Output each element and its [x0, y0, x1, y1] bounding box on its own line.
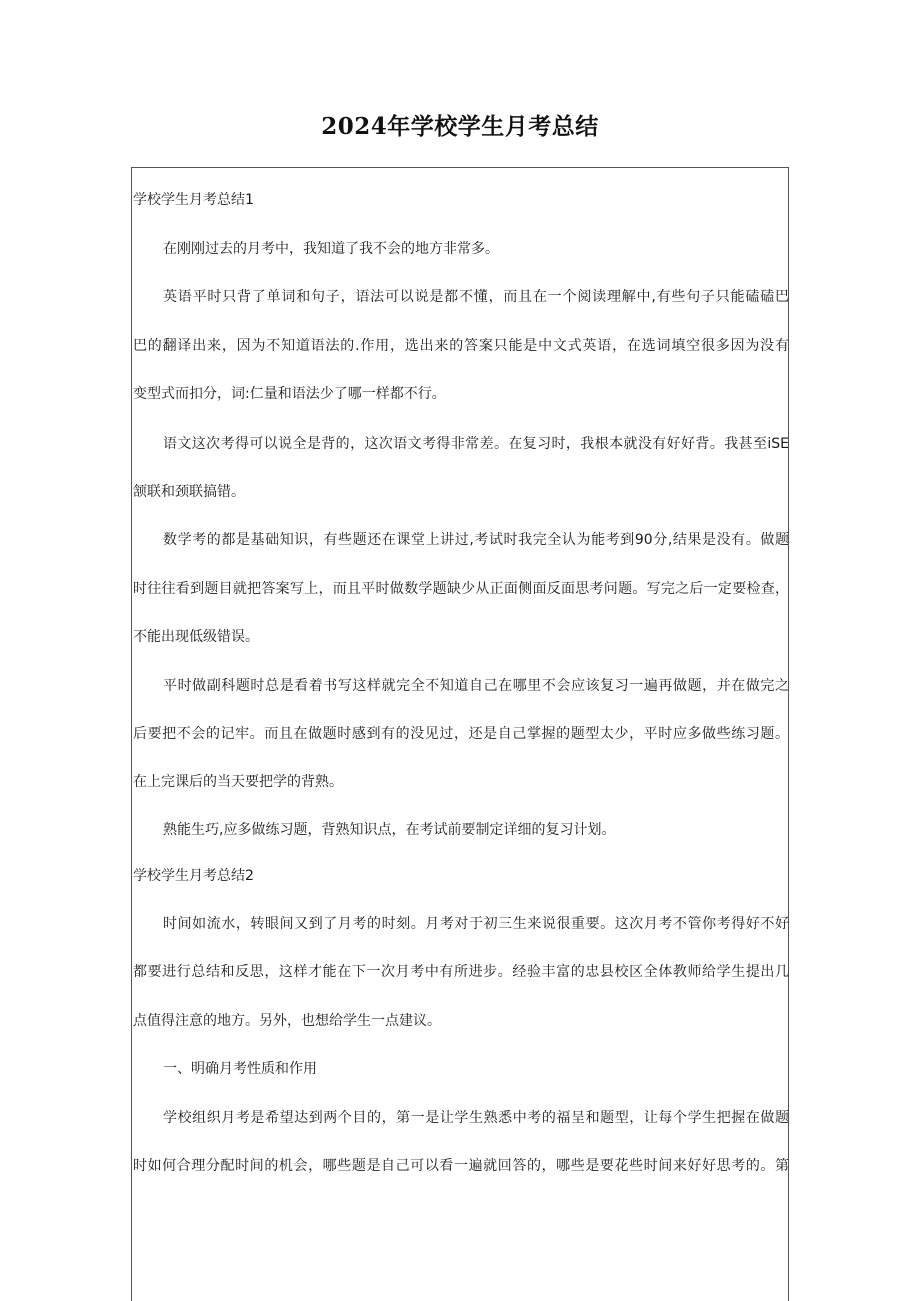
section-heading-1: 学校学生月考总结1 [133, 192, 254, 208]
paragraph-line: 点值得注意的地方。另外，也想给学生一点建议。 [133, 1013, 441, 1029]
paragraph-line: 都要进行总结和反思，这样才能在下一次月考中有所进步。经验丰富的忠县校区全体教师给学生提出几 [133, 964, 789, 980]
subheading: 一、明确月考性质和作用 [163, 1061, 317, 1077]
paragraph-line: 平时做副科题时总是看着书写这样就完全不知道自己在哪里不会应该复习一遍再做题，并在做完之 [163, 678, 789, 694]
paragraph-line: 熟能生巧,应多做练习题，背熟知识点，在考试前要制定详细的复习计划。 [163, 822, 616, 838]
page-title: 2024年学校学生月考总结 [321, 113, 599, 140]
paragraph-line: 不能出现低级错误。 [133, 629, 259, 645]
section-heading-2: 学校学生月考总结2 [133, 868, 254, 884]
paragraph-line: 时间如流水，转眼间又到了月考的时刻。月考对于初三生来说很重要。这次月考不管你考得好不好 [163, 916, 789, 932]
paragraph-line: 语文这次考得可以说全是背的，这次语文考得非常差。在复习时，我根本就没有好好背。我甚至iSE [163, 436, 789, 452]
paragraph-line: 在刚刚过去的月考中，我知道了我不会的地方非常多。 [163, 241, 499, 257]
paragraph-line: 数学考的都是基础知识，有些题还在课堂上讲过,考试时我完全认为能考到90分,结果是没有。做题 [163, 532, 789, 548]
paragraph-line: 颔联和颈联搞错。 [133, 484, 245, 500]
paragraph-line: 变型式而扣分，词:仁量和语法少了哪一样都不行。 [133, 386, 446, 402]
paragraph-line: 巴的翻译出来，因为不知道语法的.作用，选出来的答案只能是中文式英语，在选词填空很多因为没有 [133, 338, 789, 354]
paragraph-line: 后要把不会的记牢。而且在做题时感到有的没见过，还是自己掌握的题型太少，平时应多做些练习题。 [133, 726, 789, 742]
paragraph-line: 英语平时只背了单词和句子，语法可以说是都不懂，而且在一个阅读理解中,有些句子只能磕磕巴 [163, 289, 789, 305]
paragraph-line: 学校组织月考是希望达到两个目的，第一是让学生熟悉中考的福呈和题型，让每个学生把握在做题 [163, 1110, 789, 1126]
paragraph-line: 时往往看到题目就把答案写上，而且平时做数学题缺少从正面侧面反面思考问题。写完之后一定要检查， [133, 581, 789, 597]
paragraph-line: 在上完课后的当天要把学的背熟。 [133, 774, 343, 790]
paragraph-line: 时如何合理分配时间的机会，哪些题是自己可以看一遍就回答的，哪些是要花些时间来好好思考的。第 [133, 1158, 789, 1174]
